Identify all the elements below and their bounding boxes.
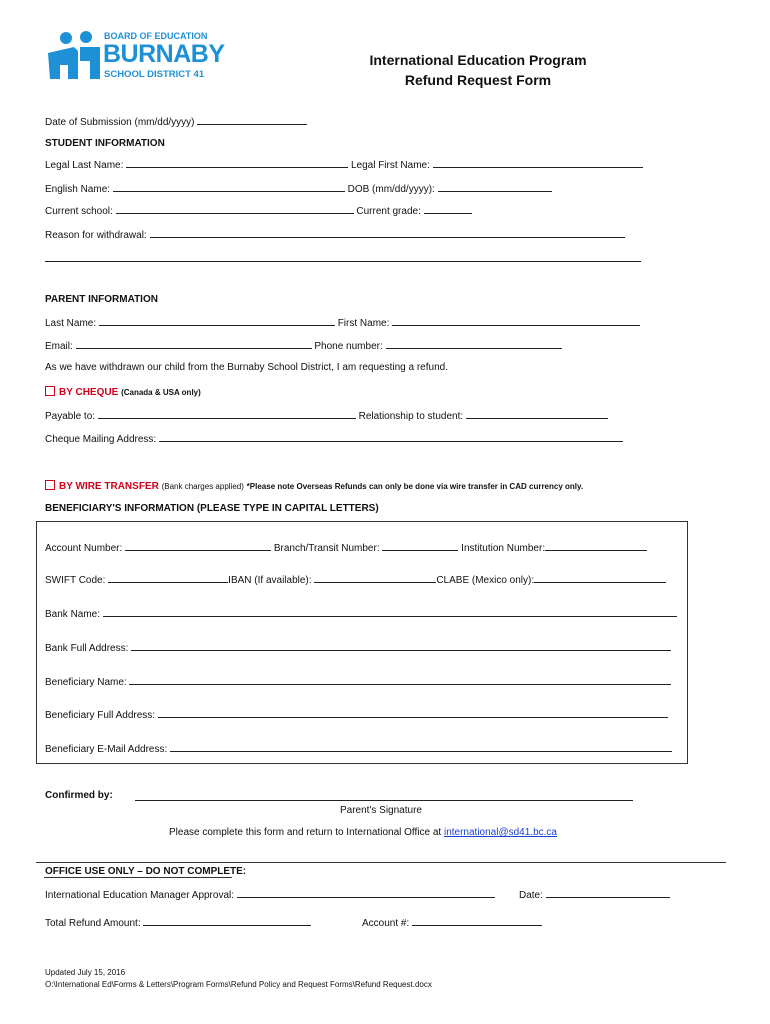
cheque-address-field[interactable]	[159, 432, 623, 442]
beneficiary-email-row	[45, 742, 672, 756]
cheque-checkbox[interactable]	[45, 386, 55, 396]
approval-label: International Education Manager Approval:	[45, 890, 235, 901]
beneficiary-name-row	[45, 675, 671, 689]
current-school-label: Current school:	[45, 206, 113, 217]
dob-label: DOB (mm/dd/yyyy):	[347, 184, 435, 195]
logo-burnaby-text: BURNABY	[103, 40, 225, 68]
office-heading: OFFICE USE ONLY – DO NOT COMPLETE:	[45, 866, 247, 877]
bank-name-label: Bank Name:	[45, 609, 101, 620]
reason-row	[45, 228, 625, 242]
office-divider	[36, 862, 726, 863]
approval-date-field[interactable]	[546, 888, 670, 898]
signature-caption: Parent's Signature	[340, 805, 422, 816]
instructions-text: Please complete this form and return to International Office at	[169, 827, 442, 838]
branch-label: Branch/Transit Number:	[273, 543, 380, 554]
iban-field[interactable]	[314, 573, 436, 583]
cheque-address-label: Cheque Mailing Address:	[45, 434, 157, 445]
payable-field[interactable]	[98, 409, 356, 419]
english-name-field[interactable]	[113, 182, 345, 192]
refund-amount-label: Total Refund Amount:	[45, 918, 141, 929]
title-line-1: International Education Program	[369, 52, 587, 68]
payable-label: Payable to:	[45, 411, 96, 422]
logo-figures-icon	[46, 31, 102, 81]
approval-field[interactable]	[237, 888, 495, 898]
english-name-label: English Name:	[45, 184, 111, 195]
parent-email-field[interactable]	[76, 339, 312, 349]
account-number-field[interactable]	[125, 541, 271, 551]
footer-updated: Updated July 15, 2016	[45, 968, 126, 977]
parent-last-name-field[interactable]	[99, 316, 335, 326]
beneficiary-email-label: Beneficiary E-Mail Address:	[45, 744, 168, 755]
beneficiary-address-label: Beneficiary Full Address:	[45, 710, 156, 721]
student-name-row	[45, 158, 643, 172]
swift-field[interactable]	[108, 573, 228, 583]
wire-checkbox[interactable]	[45, 480, 55, 490]
branch-field[interactable]	[382, 541, 458, 551]
beneficiary-name-field[interactable]	[129, 675, 671, 685]
logo	[46, 31, 226, 83]
parent-phone-field[interactable]	[386, 339, 562, 349]
current-grade-label: Current grade:	[356, 206, 421, 217]
reason-field-line-2[interactable]	[45, 261, 641, 262]
parent-last-name-label: Last Name:	[45, 318, 97, 329]
submission-row	[45, 115, 307, 129]
wire-note: (Bank charges applied)	[161, 482, 244, 491]
bank-name-row	[45, 607, 677, 621]
wire-option[interactable]	[45, 480, 583, 493]
parent-contact-row	[45, 339, 562, 353]
title-line-2: Refund Request Form	[404, 72, 552, 88]
approval-date-label: Date:	[519, 890, 543, 901]
beneficiary-address-row	[45, 708, 668, 722]
iban-label: IBAN (If available):	[228, 575, 312, 586]
page-title	[348, 50, 608, 90]
payable-row	[45, 409, 608, 423]
parent-first-name-label: First Name:	[337, 318, 390, 329]
student-heading: STUDENT INFORMATION	[45, 138, 165, 149]
refund-statement: As we have withdrawn our child from the Burnaby School District, I am requesting a refund.	[45, 362, 448, 373]
parent-email-label: Email:	[45, 341, 73, 352]
cheque-option[interactable]	[45, 386, 201, 399]
office-account-label: Account #:	[362, 918, 410, 929]
cheque-note: (Canada & USA only)	[121, 388, 201, 397]
account-number-office-row	[362, 916, 542, 930]
beneficiary-heading: BENEFICIARY'S INFORMATION (PLEASE TYPE IN CAPITAL LETTERS)	[45, 503, 379, 514]
submission-label: Date of Submission (mm/dd/yyyy)	[45, 117, 195, 128]
wire-label: BY WIRE TRANSFER	[59, 481, 159, 492]
swift-label: SWIFT Code:	[45, 575, 106, 586]
english-name-row	[45, 182, 552, 196]
institution-field[interactable]	[545, 541, 647, 551]
beneficiary-email-field[interactable]	[170, 742, 672, 752]
swift-row	[45, 573, 666, 587]
wire-warning: *Please note Overseas Refunds can only be done via wire transfer in CAD currency only.	[246, 482, 584, 491]
last-name-field[interactable]	[126, 158, 348, 168]
cheque-label: BY CHEQUE	[59, 387, 119, 398]
bank-address-label: Bank Full Address:	[45, 643, 129, 654]
parent-heading: PARENT INFORMATION	[45, 294, 158, 305]
parent-phone-label: Phone number:	[314, 341, 383, 352]
refund-amount-row	[45, 916, 311, 930]
parent-first-name-field[interactable]	[392, 316, 640, 326]
refund-amount-field[interactable]	[143, 916, 311, 926]
beneficiary-address-field[interactable]	[158, 708, 668, 718]
office-heading-underline	[44, 877, 232, 878]
account-row	[45, 541, 647, 555]
school-row	[45, 204, 472, 218]
international-email-link[interactable]: international@sd41.bc.ca	[443, 827, 557, 838]
bank-name-field[interactable]	[103, 607, 677, 617]
return-instructions	[169, 827, 557, 839]
reason-field[interactable]	[150, 228, 625, 238]
institution-label: Institution Number:	[461, 543, 546, 554]
footer-path: O:\International Ed\Forms & Letters\Program Forms\Refund Policy and Request Forms\Refund Request.docx	[45, 980, 432, 989]
confirmed-by-label: Confirmed by:	[45, 790, 113, 801]
relationship-field[interactable]	[466, 409, 608, 419]
bank-address-field[interactable]	[131, 641, 671, 651]
logo-board-text: BOARD OF EDUCATION	[104, 31, 208, 41]
logo-district-text: SCHOOL DISTRICT 41	[104, 69, 205, 80]
current-school-field[interactable]	[116, 204, 354, 214]
last-name-label: Legal Last Name:	[45, 160, 124, 171]
clabe-field[interactable]	[534, 573, 666, 583]
parent-name-row	[45, 316, 640, 330]
approval-date-row	[519, 888, 670, 902]
cheque-address-row	[45, 432, 623, 446]
current-grade-field[interactable]	[424, 204, 472, 214]
reason-label: Reason for withdrawal:	[45, 230, 147, 241]
dob-field[interactable]	[438, 182, 552, 192]
account-number-label: Account Number:	[45, 543, 123, 554]
signature-field[interactable]	[135, 800, 633, 801]
approval-row	[45, 888, 495, 902]
office-account-field[interactable]	[412, 916, 542, 926]
first-name-field[interactable]	[433, 158, 643, 168]
clabe-label: CLABE (Mexico only):	[436, 575, 535, 586]
first-name-label: Legal First Name:	[350, 160, 430, 171]
submission-date-field[interactable]	[197, 115, 307, 125]
bank-address-row	[45, 641, 671, 655]
beneficiary-name-label: Beneficiary Name:	[45, 677, 127, 688]
relationship-label: Relationship to student:	[358, 411, 464, 422]
